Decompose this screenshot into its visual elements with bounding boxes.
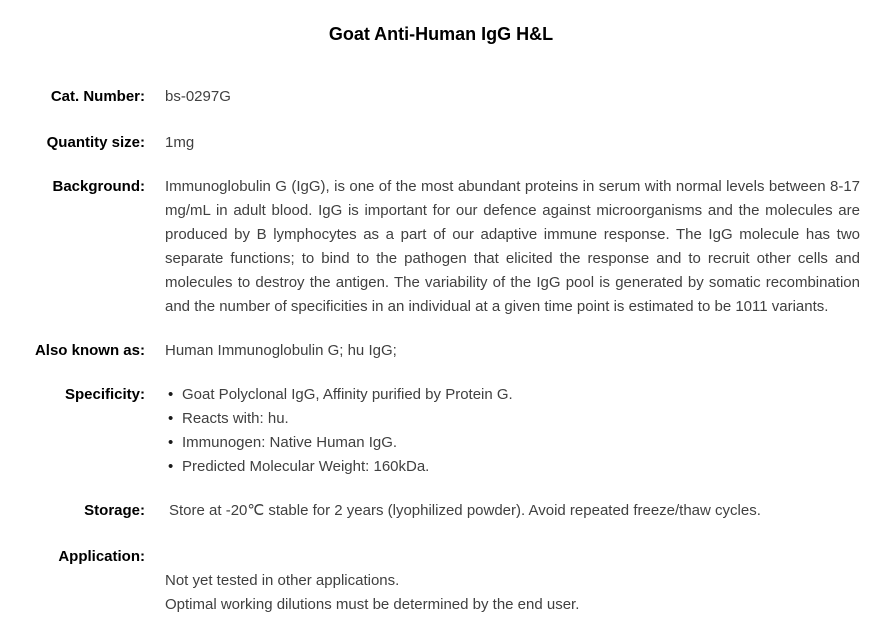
- page-title: Goat Anti-Human IgG H&L: [328, 24, 554, 44]
- also-known-as-value: Human Immunoglobulin G; hu IgG;: [165, 342, 397, 359]
- storage-value: Store at -20℃ stable for 2 years (lyophilized powder). Avoid repeated freeze/thaw cycles.: [169, 502, 761, 519]
- cat-number-value: bs-0297G: [165, 88, 231, 105]
- list-item: • Goat Polyclonal IgG, Affinity purified by Protein G.: [165, 383, 860, 407]
- list-item: • Reacts with: hu.: [165, 407, 860, 431]
- specificity-list: [165, 383, 860, 479]
- application-line: Not yet tested in other applications.: [165, 572, 400, 589]
- quantity-size-label: Quantity size:: [46, 134, 145, 151]
- specificity-value: [165, 383, 860, 479]
- application-lines: [165, 545, 860, 617]
- application-value: [165, 545, 860, 617]
- cat-number-label: Cat. Number:: [50, 88, 145, 105]
- also-known-as-label: Also known as:: [34, 342, 145, 359]
- field-row-cat-number: [0, 85, 882, 109]
- background-value: Immunoglobulin G (IgG), is one of the most abundant proteins in serum with normal levels between 8-17 mg/mL in adult blood. IgG is important for our defence against microorganisms and the molecules are produced by B lymphocytes as a part of our adaptive immune response. The IgG molecule has two separate functions; to bind to the pathogen that elicited the response and to recruit other cells and molecules to destroy the antigen. The variability of the IgG pool is generated by somatic recombination and the number of specificities in an individual at a given time point is estimated to be 1011 variants.: [165, 178, 860, 315]
- field-row-background: [0, 175, 882, 319]
- storage-label: Storage:: [84, 502, 145, 519]
- field-row-also-known-as: [0, 339, 882, 363]
- field-row-application: [0, 545, 882, 617]
- specificity-label: Specificity:: [64, 386, 145, 403]
- background-label: Background:: [52, 178, 145, 195]
- field-row-specificity: [0, 383, 882, 479]
- field-row-quantity-size: [0, 131, 882, 155]
- field-row-storage: [0, 499, 882, 523]
- list-item: • Immunogen: Native Human IgG.: [165, 431, 860, 455]
- application-label: Application:: [58, 548, 145, 565]
- list-item: • Predicted Molecular Weight: 160kDa.: [165, 455, 860, 479]
- quantity-size-value: 1mg: [165, 134, 195, 151]
- application-line: Optimal working dilutions must be determined by the end user.: [165, 596, 580, 613]
